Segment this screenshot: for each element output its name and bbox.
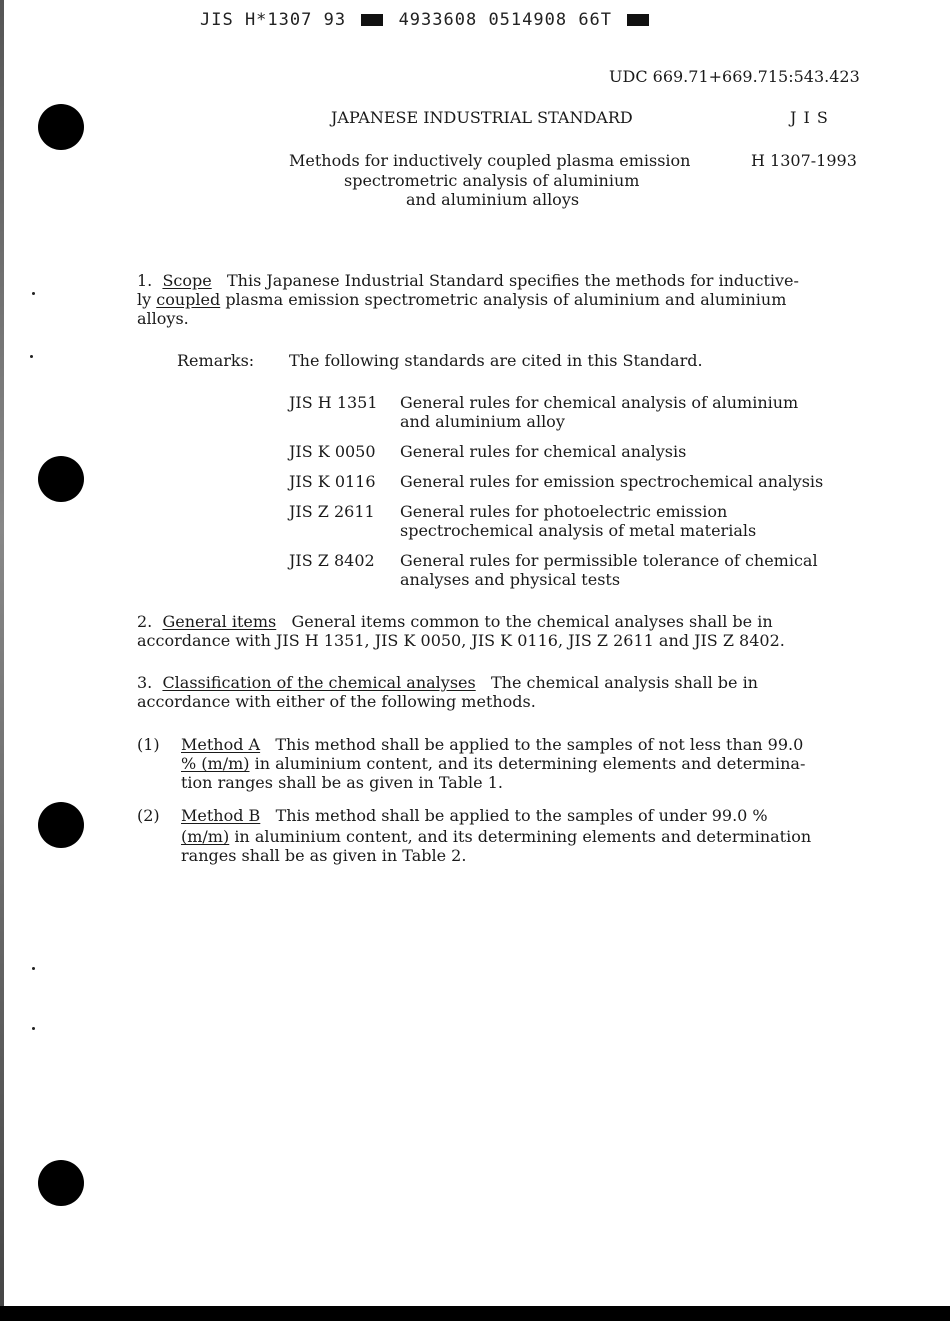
general-items-line2: accordance with JIS H 1351, JIS K 0050, JIS K 0116, JIS Z 2611 and JIS Z 8402.: [137, 631, 785, 650]
method-b-text-underlined: (m/m): [181, 827, 230, 846]
general-items-line1: [137, 612, 773, 631]
ref-desc: and aluminium alloy: [400, 412, 565, 431]
method-b-line2: [181, 827, 811, 846]
header-code-part1: JIS H*1307 93: [200, 10, 347, 30]
method-a-line2: [181, 754, 805, 773]
punch-hole: [38, 802, 84, 848]
jis-mark: J I S: [790, 108, 829, 127]
method-number: (2): [137, 806, 160, 825]
barcode-block: [627, 14, 649, 26]
scan-bottom-edge: [0, 1306, 950, 1321]
section-heading-general-items: General items: [162, 612, 277, 631]
section-heading-scope: Scope: [162, 271, 212, 290]
scope-line3: alloys.: [137, 309, 189, 328]
remarks-label: Remarks:: [177, 351, 255, 370]
punch-hole: [38, 1160, 84, 1206]
method-a-line1: [181, 735, 803, 754]
scan-speck: [32, 292, 35, 295]
ref-desc: General rules for permissible tolerance of chemical: [400, 551, 818, 570]
doc-title-line1: Methods for inductively coupled plasma emission: [289, 151, 691, 170]
ref-desc: General rules for chemical analysis: [400, 442, 687, 461]
scope-text-underlined: coupled: [156, 290, 221, 309]
method-number: (1): [137, 735, 160, 754]
scope-text: plasma emission spectrometric analysis of aluminium and aluminium: [225, 290, 787, 309]
method-a-line3: tion ranges shall be as given in Table 1.: [181, 773, 503, 792]
section-number: 1.: [137, 271, 153, 290]
scope-line2: [137, 290, 786, 309]
classification-text: The chemical analysis shall be in: [490, 673, 758, 692]
standard-title: JAPANESE INDUSTRIAL STANDARD: [331, 108, 633, 127]
ref-code: JIS K 0050: [289, 442, 376, 461]
ref-code: JIS Z 2611: [289, 502, 375, 521]
ref-desc: General rules for emission spectrochemical analysis: [400, 472, 824, 491]
ref-desc: analyses and physical tests: [400, 570, 621, 589]
doc-title-line2: spectrometric analysis of aluminium: [344, 171, 640, 190]
barcode-block: [361, 14, 383, 26]
scan-left-edge: [0, 0, 4, 1321]
scan-speck: [30, 355, 33, 358]
method-a-text-underlined: % (m/m): [181, 754, 250, 773]
ref-desc: General rules for photoelectric emission: [400, 502, 728, 521]
method-a-text: in aluminium content, and its determining elements and determina-: [254, 754, 806, 773]
section-number: 3.: [137, 673, 153, 692]
ref-desc: General rules for chemical analysis of aluminium: [400, 393, 799, 412]
method-b-text: This method shall be applied to the samples of under 99.0 %: [275, 806, 768, 825]
remarks-intro: The following standards are cited in this Standard.: [289, 351, 703, 370]
method-b-line1: [181, 806, 768, 825]
punch-hole: [38, 456, 84, 502]
ref-code: JIS K 0116: [289, 472, 376, 491]
method-a-text: This method shall be applied to the samples of not less than 99.0: [275, 735, 804, 754]
ref-desc: spectrochemical analysis of metal materials: [400, 521, 757, 540]
classification-line1: [137, 673, 758, 692]
ref-code: JIS H 1351: [289, 393, 378, 412]
scan-speck: [32, 967, 35, 970]
method-a-heading: Method A: [181, 735, 261, 754]
method-b-text: in aluminium content, and its determining elements and determination: [234, 827, 812, 846]
scope-line1: [137, 271, 799, 290]
header-code: [200, 10, 653, 30]
section-heading-classification: Classification of the chemical analyses: [162, 673, 476, 692]
scope-text: This Japanese Industrial Standard specifies the methods for inductive-: [226, 271, 799, 290]
doc-number: H 1307-1993: [751, 151, 857, 170]
ref-code: JIS Z 8402: [289, 551, 375, 570]
doc-title-line3: and aluminium alloys: [406, 190, 580, 209]
method-b-heading: Method B: [181, 806, 261, 825]
classification-line2: accordance with either of the following methods.: [137, 692, 536, 711]
punch-hole: [38, 104, 84, 150]
scope-text: ly: [137, 290, 152, 309]
header-code-part2: 4933608 0514908 66T: [398, 10, 613, 30]
general-items-text: General items common to the chemical analyses shall be in: [291, 612, 773, 631]
section-number: 2.: [137, 612, 153, 631]
scan-speck: [32, 1027, 35, 1030]
method-b-line3: ranges shall be as given in Table 2.: [181, 846, 467, 865]
udc-number: UDC 669.71+669.715:543.423: [609, 67, 860, 86]
